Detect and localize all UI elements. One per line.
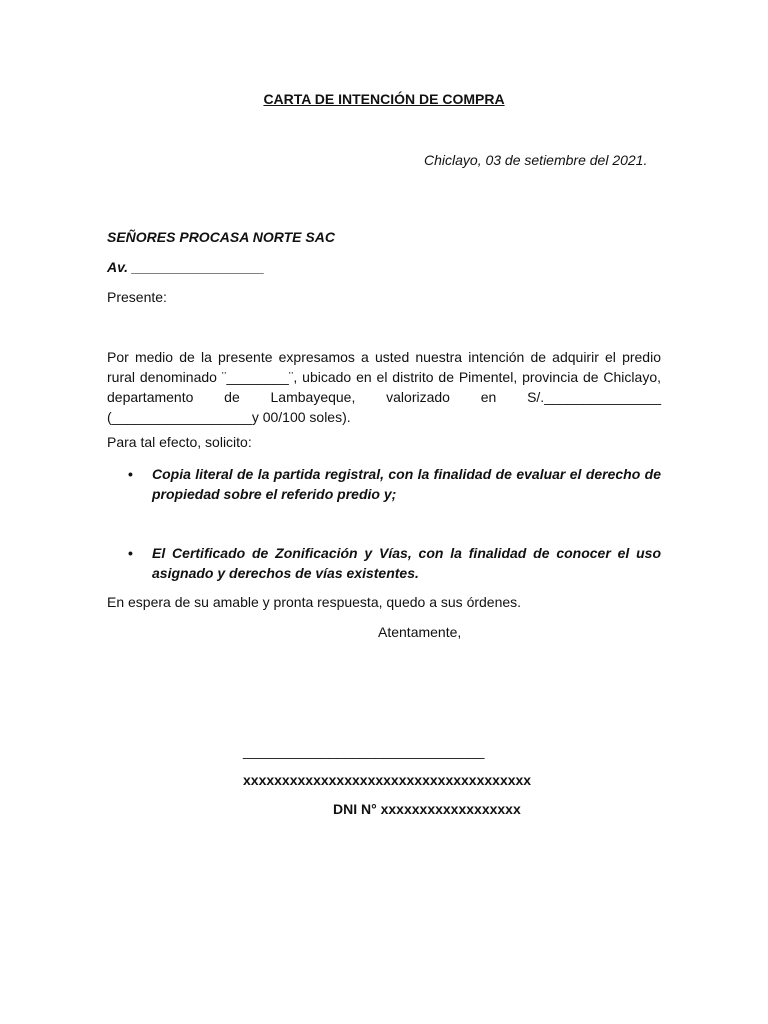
signer-name: xxxxxxxxxxxxxxxxxxxxxxxxxxxxxxxxxxxxx <box>243 772 532 788</box>
greeting: Presente: <box>107 289 167 305</box>
letter-title: CARTA DE INTENCIÓN DE COMPRA <box>263 91 505 107</box>
request-item-text: Copia literal de la partida registral, con la finalidad de evaluar el derecho de propiedad sobre el referido predio y; <box>152 466 661 502</box>
signer-dni: DNI N° xxxxxxxxxxxxxxxxxx <box>333 801 521 817</box>
recipient-address: Av. _________________ <box>107 259 265 275</box>
request-item <box>128 464 661 504</box>
recipient-name: SEÑORES PROCASA NORTE SAC <box>107 229 335 245</box>
request-item-text: El Certificado de Zonificación y Vías, con la finalidad de conocer el uso asignado y derechos de vías existentes. <box>152 545 661 581</box>
signature-line: _______________________________ <box>243 743 485 759</box>
request-intro: Para tal efecto, solicito: <box>107 434 252 450</box>
letter-date: Chiclayo, 03 de setiembre del 2021. <box>424 152 648 168</box>
body-paragraph: Por medio de la presente expresamos a usted nuestra intención de adquirir el predio rural denominado ¨________¨, ubicado en el distrito de Pimentel, provincia de Chiclayo, departamento de Lambayeque, valorizado en S/._______________ (__________________y 00/100 soles). <box>107 349 661 425</box>
bullet-icon: • <box>128 545 133 561</box>
request-item <box>128 543 661 583</box>
farewell: Atentamente, <box>378 624 462 640</box>
closing-sentence: En espera de su amable y pronta respuesta, quedo a sus órdenes. <box>107 594 522 610</box>
bullet-icon: • <box>128 466 133 482</box>
